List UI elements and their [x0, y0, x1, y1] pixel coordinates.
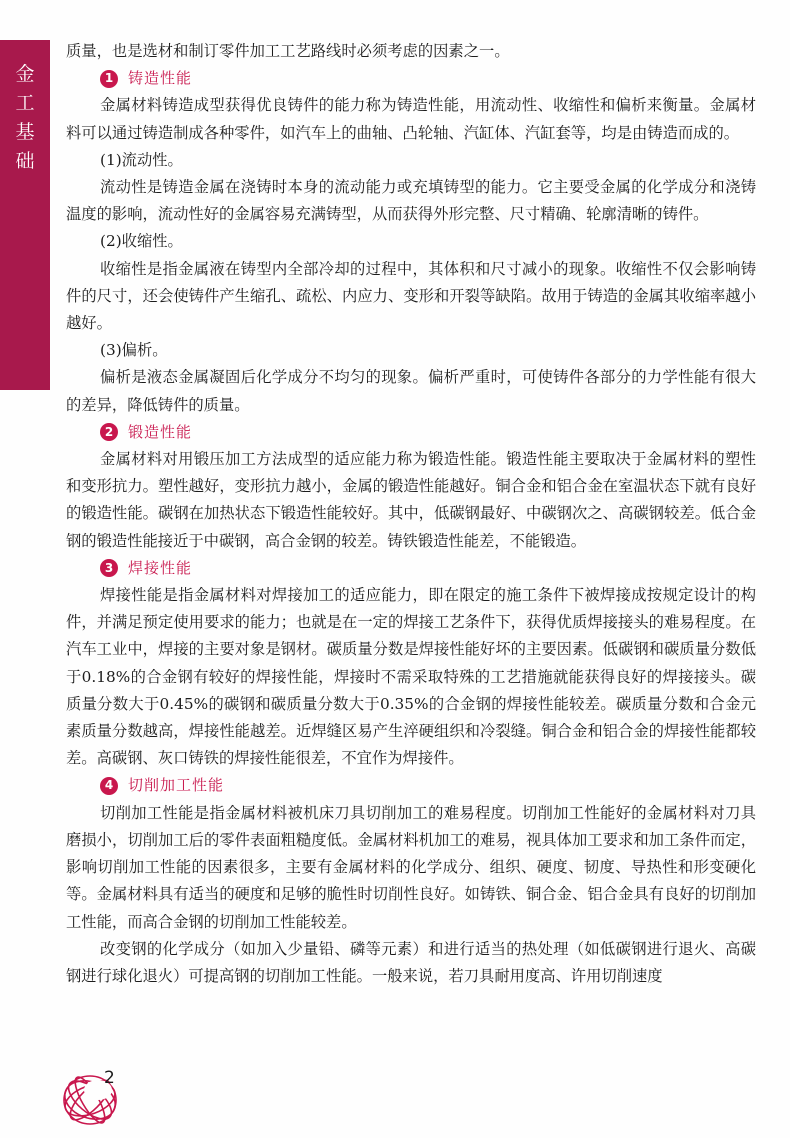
subheading: (1)流动性。 — [100, 150, 183, 169]
section-title: 切削加工性能 — [128, 776, 225, 795]
section-heading-casting — [66, 65, 756, 92]
paragraph: 焊接性能是指金属材料对焊接加工的适应能力，即在限定的施工条件下被焊接成按规定设计的构件，并满足预定使用要求的能力；也就是在一定的焊接工艺条件下，获得优质焊接接头的难易程度。在汽车工业中，焊接的主要对象是钢材。碳质量分数是焊接性能好坏的主要因素。低碳钢和碳质量分数低于0.18%的合金钢有较好的焊接性能，焊接时不需采取特殊的工艺措施就能获得良好的焊接接头。碳质量分数大于0.45%的碳钢和碳质量分数大于0.35%的合金钢的焊接性能较差。碳质量分数和合金元素质量分数越高，焊接性能越差。近焊缝区易产生淬硬组织和冷裂缝。铜合金和铝合金的焊接性能都较差。高碳钢、灰口铸铁的焊接性能很差，不宜作为焊接件。 — [66, 586, 756, 768]
chapter-tab — [0, 40, 50, 390]
page-number: 2 — [104, 1068, 115, 1088]
chapter-tab-char: 金 — [15, 63, 35, 85]
paragraph: 金属材料铸造成型获得优良铸件的能力称为铸造性能，用流动性、收缩性和偏析来衡量。金属材料可以通过铸造制成各种零件，如汽车上的曲轴、凸轮轴、汽缸体、汽缸套等，均是由铸造而成的。 — [66, 96, 756, 142]
chapter-tab-char: 工 — [15, 92, 35, 114]
section-number-badge: 1 — [100, 70, 118, 88]
section-heading-forging — [66, 419, 756, 446]
subheading: (2)收缩性。 — [100, 232, 183, 251]
paragraph: 收缩性是指金属液在铸型内全部冷却的过程中，其体积和尺寸减小的现象。收缩性不仅会影响铸件的尺寸，还会使铸件产生缩孔、疏松、内应力、变形和开裂等缺陷。故用于铸造的金属其收缩率越小越好。 — [66, 259, 756, 333]
section-title: 焊接性能 — [128, 558, 193, 577]
page-body — [66, 38, 756, 990]
section-number-badge: 3 — [100, 559, 118, 577]
section-title: 铸造性能 — [128, 69, 193, 88]
paragraph: 偏析是液态金属凝固后化学成分不均匀的现象。偏析严重时，可使铸件各部分的力学性能有很大的差异，降低铸件的质量。 — [66, 368, 756, 414]
section-title: 锻造性能 — [128, 422, 193, 441]
intro-paragraph: 质量，也是选材和制订零件加工工艺路线时必须考虑的因素之一。 — [66, 42, 510, 60]
section-heading-welding — [66, 555, 756, 582]
chapter-tab-char: 基 — [15, 121, 35, 143]
page-number-ornament-icon — [60, 1062, 132, 1132]
section-number-badge: 2 — [100, 423, 118, 441]
chapter-tab-char: 础 — [15, 150, 35, 172]
paragraph: 切削加工性能是指金属材料被机床刀具切削加工的难易程度。切削加工性能好的金属材料对刀具磨损小，切削加工后的零件表面粗糙度低。金属材料机加工的难易，视具体加工要求和加工条件而定，影响切削加工性能的因素很多，主要有金属材料的化学成分、组织、硬度、韧度、导热性和形变硬化等。金属材料具有适当的硬度和足够的脆性时切削性良好。如铸铁、铜合金、铝合金具有良好的切削加工性能，而高合金钢的切削加工性能较差。 — [66, 803, 756, 931]
section-number-badge: 4 — [100, 777, 118, 795]
section-heading-machining — [66, 772, 756, 799]
subheading: (3)偏析。 — [100, 341, 168, 360]
paragraph: 改变钢的化学成分（如加入少量铅、磷等元素）和进行适当的热处理（如低碳钢进行退火、高碳钢进行球化退火）可提高钢的切削加工性能。一般来说，若刀具耐用度高、许用切削速度 — [66, 939, 756, 985]
paragraph: 金属材料对用锻压加工方法成型的适应能力称为锻造性能。锻造性能主要取决于金属材料的塑性和变形抗力。塑性越好，变形抗力越小，金属的锻造性能越好。铜合金和铝合金在室温状态下就有良好的锻造性能。碳钢在加热状态下锻造性能较好。其中，低碳钢最好、中碳钢次之、高碳钢较差。低合金钢的锻造性能接近于中碳钢，高合金钢的较差。铸铁锻造性能差，不能锻造。 — [66, 450, 756, 550]
paragraph: 流动性是铸造金属在浇铸时本身的流动能力或充填铸型的能力。它主要受金属的化学成分和浇铸温度的影响，流动性好的金属容易充满铸型，从而获得外形完整、尺寸精确、轮廓清晰的铸件。 — [66, 178, 756, 224]
